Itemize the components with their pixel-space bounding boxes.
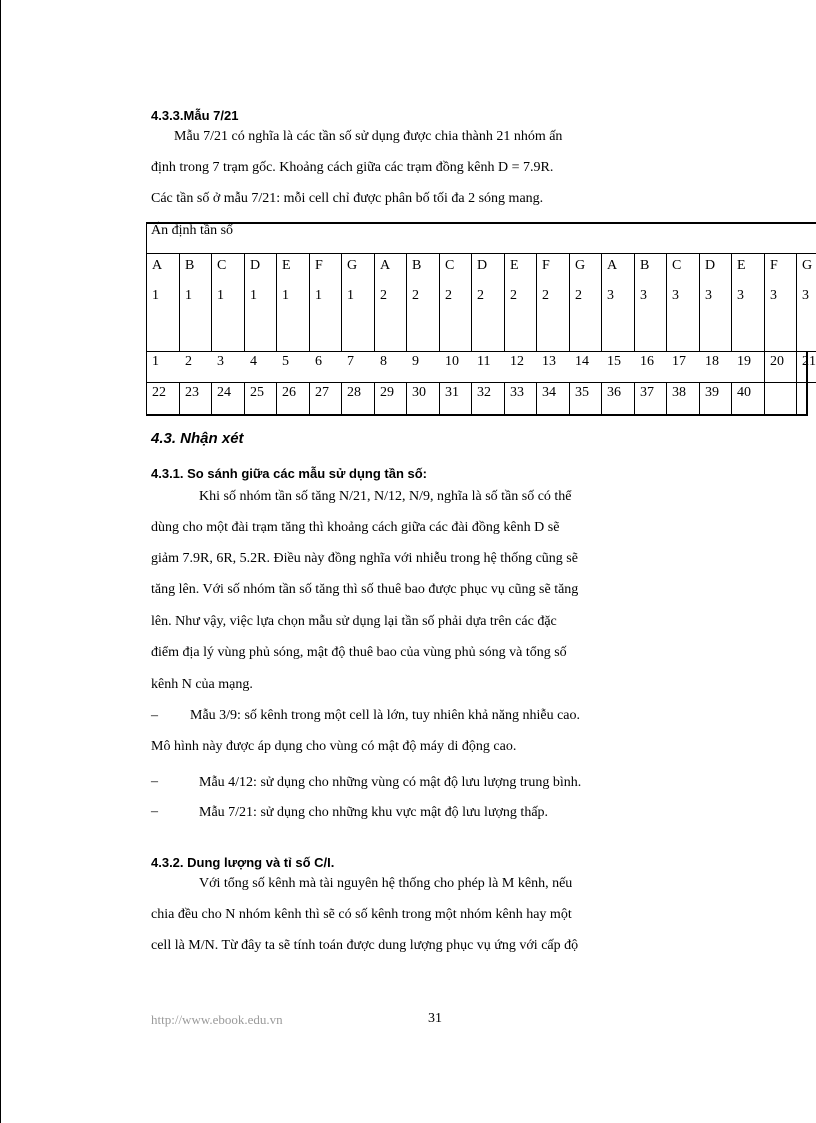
heading-4-3-2: 4.3.2. Dung lượng và tỉ số C/I. <box>151 855 335 870</box>
table-cell-letter: E <box>282 258 291 273</box>
table-cell-letter: D <box>250 258 261 273</box>
table-cell-digit: 1 <box>282 288 289 303</box>
table-cell-row2: 32 <box>477 385 491 400</box>
table-cell-row1: 8 <box>380 354 387 369</box>
table-cell-row2: 27 <box>315 385 329 400</box>
table-col-rule <box>471 382 472 414</box>
table-col-rule <box>569 382 570 414</box>
table-col-rule <box>309 382 310 414</box>
table-col-rule <box>276 253 277 351</box>
table-cell-digit: 1 <box>152 288 159 303</box>
table-cell-row2: 38 <box>672 385 686 400</box>
para2-line-4: tăng lên. Với số nhóm tần số tăng thì số thuê bao được phục vụ cũng sẽ tăng <box>151 582 579 597</box>
table-cell-letter: B <box>640 258 650 273</box>
table-cell-row1: 10 <box>445 354 459 369</box>
table-cell-digit: 2 <box>477 288 484 303</box>
table-border-bottom <box>146 414 808 416</box>
table-col-rule <box>211 382 212 414</box>
table-cell-letter: C <box>672 258 682 273</box>
table-cell-row1: 12 <box>510 354 524 369</box>
table-col-rule <box>504 382 505 414</box>
table-cell-digit: 3 <box>705 288 712 303</box>
table-col-rule <box>341 253 342 351</box>
para2-line-3: giảm 7.9R, 6R, 5.2R. Điều này đồng nghĩa với nhiễu trong hệ thống cũng sẽ <box>151 551 578 566</box>
table-col-rule <box>699 253 700 351</box>
table-title: Ấn định tần số <box>151 223 234 238</box>
table-cell-digit: 2 <box>542 288 549 303</box>
table-cell-row1: 18 <box>705 354 719 369</box>
para2-line-5: lên. Như vậy, việc lựa chọn mẫu sử dụng lại tần số phải dựa trên các đặc <box>151 614 557 629</box>
table-cell-letter: A <box>152 258 163 273</box>
table-col-rule <box>504 253 505 351</box>
table-cell-digit: 1 <box>315 288 322 303</box>
table-cell-letter: A <box>380 258 391 273</box>
para3-line-1: Với tổng số kênh mà tài nguyên hệ thống cho phép là M kênh, nếu <box>199 876 573 891</box>
table-cell-letter: G <box>802 258 813 273</box>
table-cell-row1: 9 <box>412 354 419 369</box>
bullet-2-marker: – <box>151 774 158 789</box>
table-col-rule <box>179 253 180 351</box>
page-left-border <box>0 0 1 1123</box>
table-cell-row1: 15 <box>607 354 621 369</box>
footer-url: http://www.ebook.edu.vn <box>151 1012 283 1027</box>
table-cell-digit: 2 <box>380 288 387 303</box>
table-cell-digit: 2 <box>510 288 517 303</box>
table-cell-letter: C <box>445 258 455 273</box>
table-col-rule <box>179 382 180 414</box>
section-title-4-3: 4.3. Nhận xét <box>151 430 244 447</box>
table-cell-digit: 3 <box>737 288 744 303</box>
table-cell-row2: 28 <box>347 385 361 400</box>
frequency-assignment-table <box>146 222 816 415</box>
page-number: 31 <box>428 1011 442 1026</box>
table-cell-letter: A <box>607 258 618 273</box>
table-cell-digit: 3 <box>640 288 647 303</box>
table-cell-letter: G <box>347 258 358 273</box>
table-col-rule <box>731 382 732 414</box>
table-cell-digit: 2 <box>575 288 582 303</box>
table-col-rule <box>764 351 765 414</box>
table-col-rule <box>309 253 310 351</box>
table-col-rule <box>439 253 440 351</box>
table-cell-row1: 13 <box>542 354 556 369</box>
para2-line-7: kênh N của mạng. <box>151 677 253 692</box>
para2-line-2: dùng cho một đài trạm tăng thì khoảng cách giữa các đài đồng kênh D sẽ <box>151 520 560 535</box>
table-cell-row2: 37 <box>640 385 654 400</box>
table-col-rule <box>536 382 537 414</box>
table-cell-digit: 1 <box>250 288 257 303</box>
table-col-rule <box>601 382 602 414</box>
table-cell-row1: 2 <box>185 354 192 369</box>
heading-4-3-1: 4.3.1. So sánh giữa các mẫu sử dụng tần số: <box>151 466 428 481</box>
para1-line-2: định trong 7 trạm gốc. Khoảng cách giữa các trạm đồng kênh D = 7.9R. <box>151 160 554 175</box>
table-cell-row1: 7 <box>347 354 354 369</box>
table-cell-row2: 40 <box>737 385 751 400</box>
table-cell-row2: 30 <box>412 385 426 400</box>
table-cell-letter: D <box>477 258 488 273</box>
table-col-rule <box>601 253 602 351</box>
table-cell-row1: 11 <box>477 354 491 369</box>
table-cell-row1: 6 <box>315 354 322 369</box>
table-cell-row1: 20 <box>770 354 784 369</box>
table-col-rule <box>699 382 700 414</box>
heading-4-3-3: 4.3.3.Mẫu 7/21 <box>151 108 239 123</box>
table-cell-digit: 1 <box>347 288 354 303</box>
table-cell-digit: 3 <box>770 288 777 303</box>
para3-line-3: cell là M/N. Từ đây ta sẽ tính toán được dung lượng phục vụ ứng với cấp độ <box>151 938 579 953</box>
table-cell-letter: F <box>315 258 323 273</box>
table-col-rule <box>471 253 472 351</box>
table-cell-row2: 39 <box>705 385 719 400</box>
table-cell-letter: B <box>412 258 422 273</box>
table-cell-letter: F <box>542 258 550 273</box>
table-col-rule <box>666 253 667 351</box>
table-cell-row2: 26 <box>282 385 296 400</box>
table-cell-digit: 3 <box>672 288 679 303</box>
table-col-rule <box>666 382 667 414</box>
table-cell-digit: 2 <box>445 288 452 303</box>
table-cell-letter: C <box>217 258 227 273</box>
table-cell-row1: 1 <box>152 354 159 369</box>
table-col-rule <box>536 253 537 351</box>
table-col-rule <box>341 382 342 414</box>
para1-line-1: Mẫu 7/21 có nghĩa là các tần số sử dụng được chia thành 21 nhóm ấn <box>174 129 563 144</box>
table-cell-row1: 3 <box>217 354 224 369</box>
table-cell-row2: 22 <box>152 385 166 400</box>
table-cell-row2: 24 <box>217 385 231 400</box>
para3-line-2: chia đều cho N nhóm kênh thì sẽ có số kênh trong một nhóm kênh hay một <box>151 907 572 922</box>
table-cell-letter: B <box>185 258 195 273</box>
table-cell-digit: 1 <box>185 288 192 303</box>
table-cell-row1: 19 <box>737 354 751 369</box>
table-cell-row1: 21 <box>802 354 816 369</box>
table-col-rule <box>406 382 407 414</box>
table-col-rule <box>796 253 797 351</box>
table-rule-row2 <box>146 382 816 383</box>
bullet-1-continuation: Mô hình này được áp dụng cho vùng có mật độ máy di động cao. <box>151 739 517 754</box>
table-cell-digit: 3 <box>607 288 614 303</box>
table-cell-digit: 3 <box>802 288 809 303</box>
table-rule-row1 <box>146 351 816 352</box>
table-cell-row1: 17 <box>672 354 686 369</box>
table-rule-header <box>146 253 816 254</box>
table-col-rule <box>569 253 570 351</box>
table-cell-row2: 29 <box>380 385 394 400</box>
table-col-rule <box>634 253 635 351</box>
table-col-rule <box>244 253 245 351</box>
table-border-top <box>146 222 816 224</box>
table-col-rule <box>276 382 277 414</box>
table-cell-letter: G <box>575 258 586 273</box>
table-col-rule <box>211 253 212 351</box>
table-col-rule <box>634 382 635 414</box>
table-col-rule <box>406 253 407 351</box>
table-cell-row2: 35 <box>575 385 589 400</box>
bullet-3-text: Mẫu 7/21: sử dụng cho những khu vực mật độ lưu lượng thấp. <box>199 805 549 820</box>
para2-line-6: điểm địa lý vùng phủ sóng, mật độ thuê bao của vùng phủ sóng và tổng số <box>151 645 567 660</box>
para2-line-1: Khi số nhóm tần số tăng N/21, N/12, N/9, nghĩa là số tần số có thể <box>199 489 572 504</box>
table-cell-letter: D <box>705 258 716 273</box>
table-col-rule <box>374 382 375 414</box>
table-cell-row2: 33 <box>510 385 524 400</box>
table-cell-letter: E <box>737 258 746 273</box>
bullet-1-text: Mẫu 3/9: số kênh trong một cell là lớn, tuy nhiên khả năng nhiễu cao. <box>190 708 580 723</box>
table-cell-digit: 1 <box>217 288 224 303</box>
table-cell-row2: 36 <box>607 385 621 400</box>
table-cell-row2: 31 <box>445 385 459 400</box>
table-cell-row1: 5 <box>282 354 289 369</box>
table-cell-row1: 4 <box>250 354 257 369</box>
table-cell-digit: 2 <box>412 288 419 303</box>
table-cell-row2: 34 <box>542 385 556 400</box>
table-cell-row2: 25 <box>250 385 264 400</box>
table-cell-row2: 23 <box>185 385 199 400</box>
table-col-rule <box>244 382 245 414</box>
table-cell-letter: F <box>770 258 778 273</box>
bullet-1-marker: – <box>151 708 158 723</box>
table-cell-letter: E <box>510 258 519 273</box>
table-col-rule <box>374 253 375 351</box>
bullet-3-marker: – <box>151 804 158 819</box>
table-border-left <box>146 222 147 416</box>
table-col-rule <box>796 351 797 414</box>
table-col-rule <box>731 253 732 351</box>
table-cell-row1: 16 <box>640 354 654 369</box>
table-cell-row1: 14 <box>575 354 589 369</box>
table-col-rule <box>764 253 765 351</box>
para1-line-3: Các tần số ở mẫu 7/21: mỗi cell chỉ được phân bố tối đa 2 sóng mang. <box>151 191 544 206</box>
table-col-rule <box>439 382 440 414</box>
bullet-2-text: Mẫu 4/12: sử dụng cho những vùng có mật độ lưu lượng trung bình. <box>199 775 582 790</box>
